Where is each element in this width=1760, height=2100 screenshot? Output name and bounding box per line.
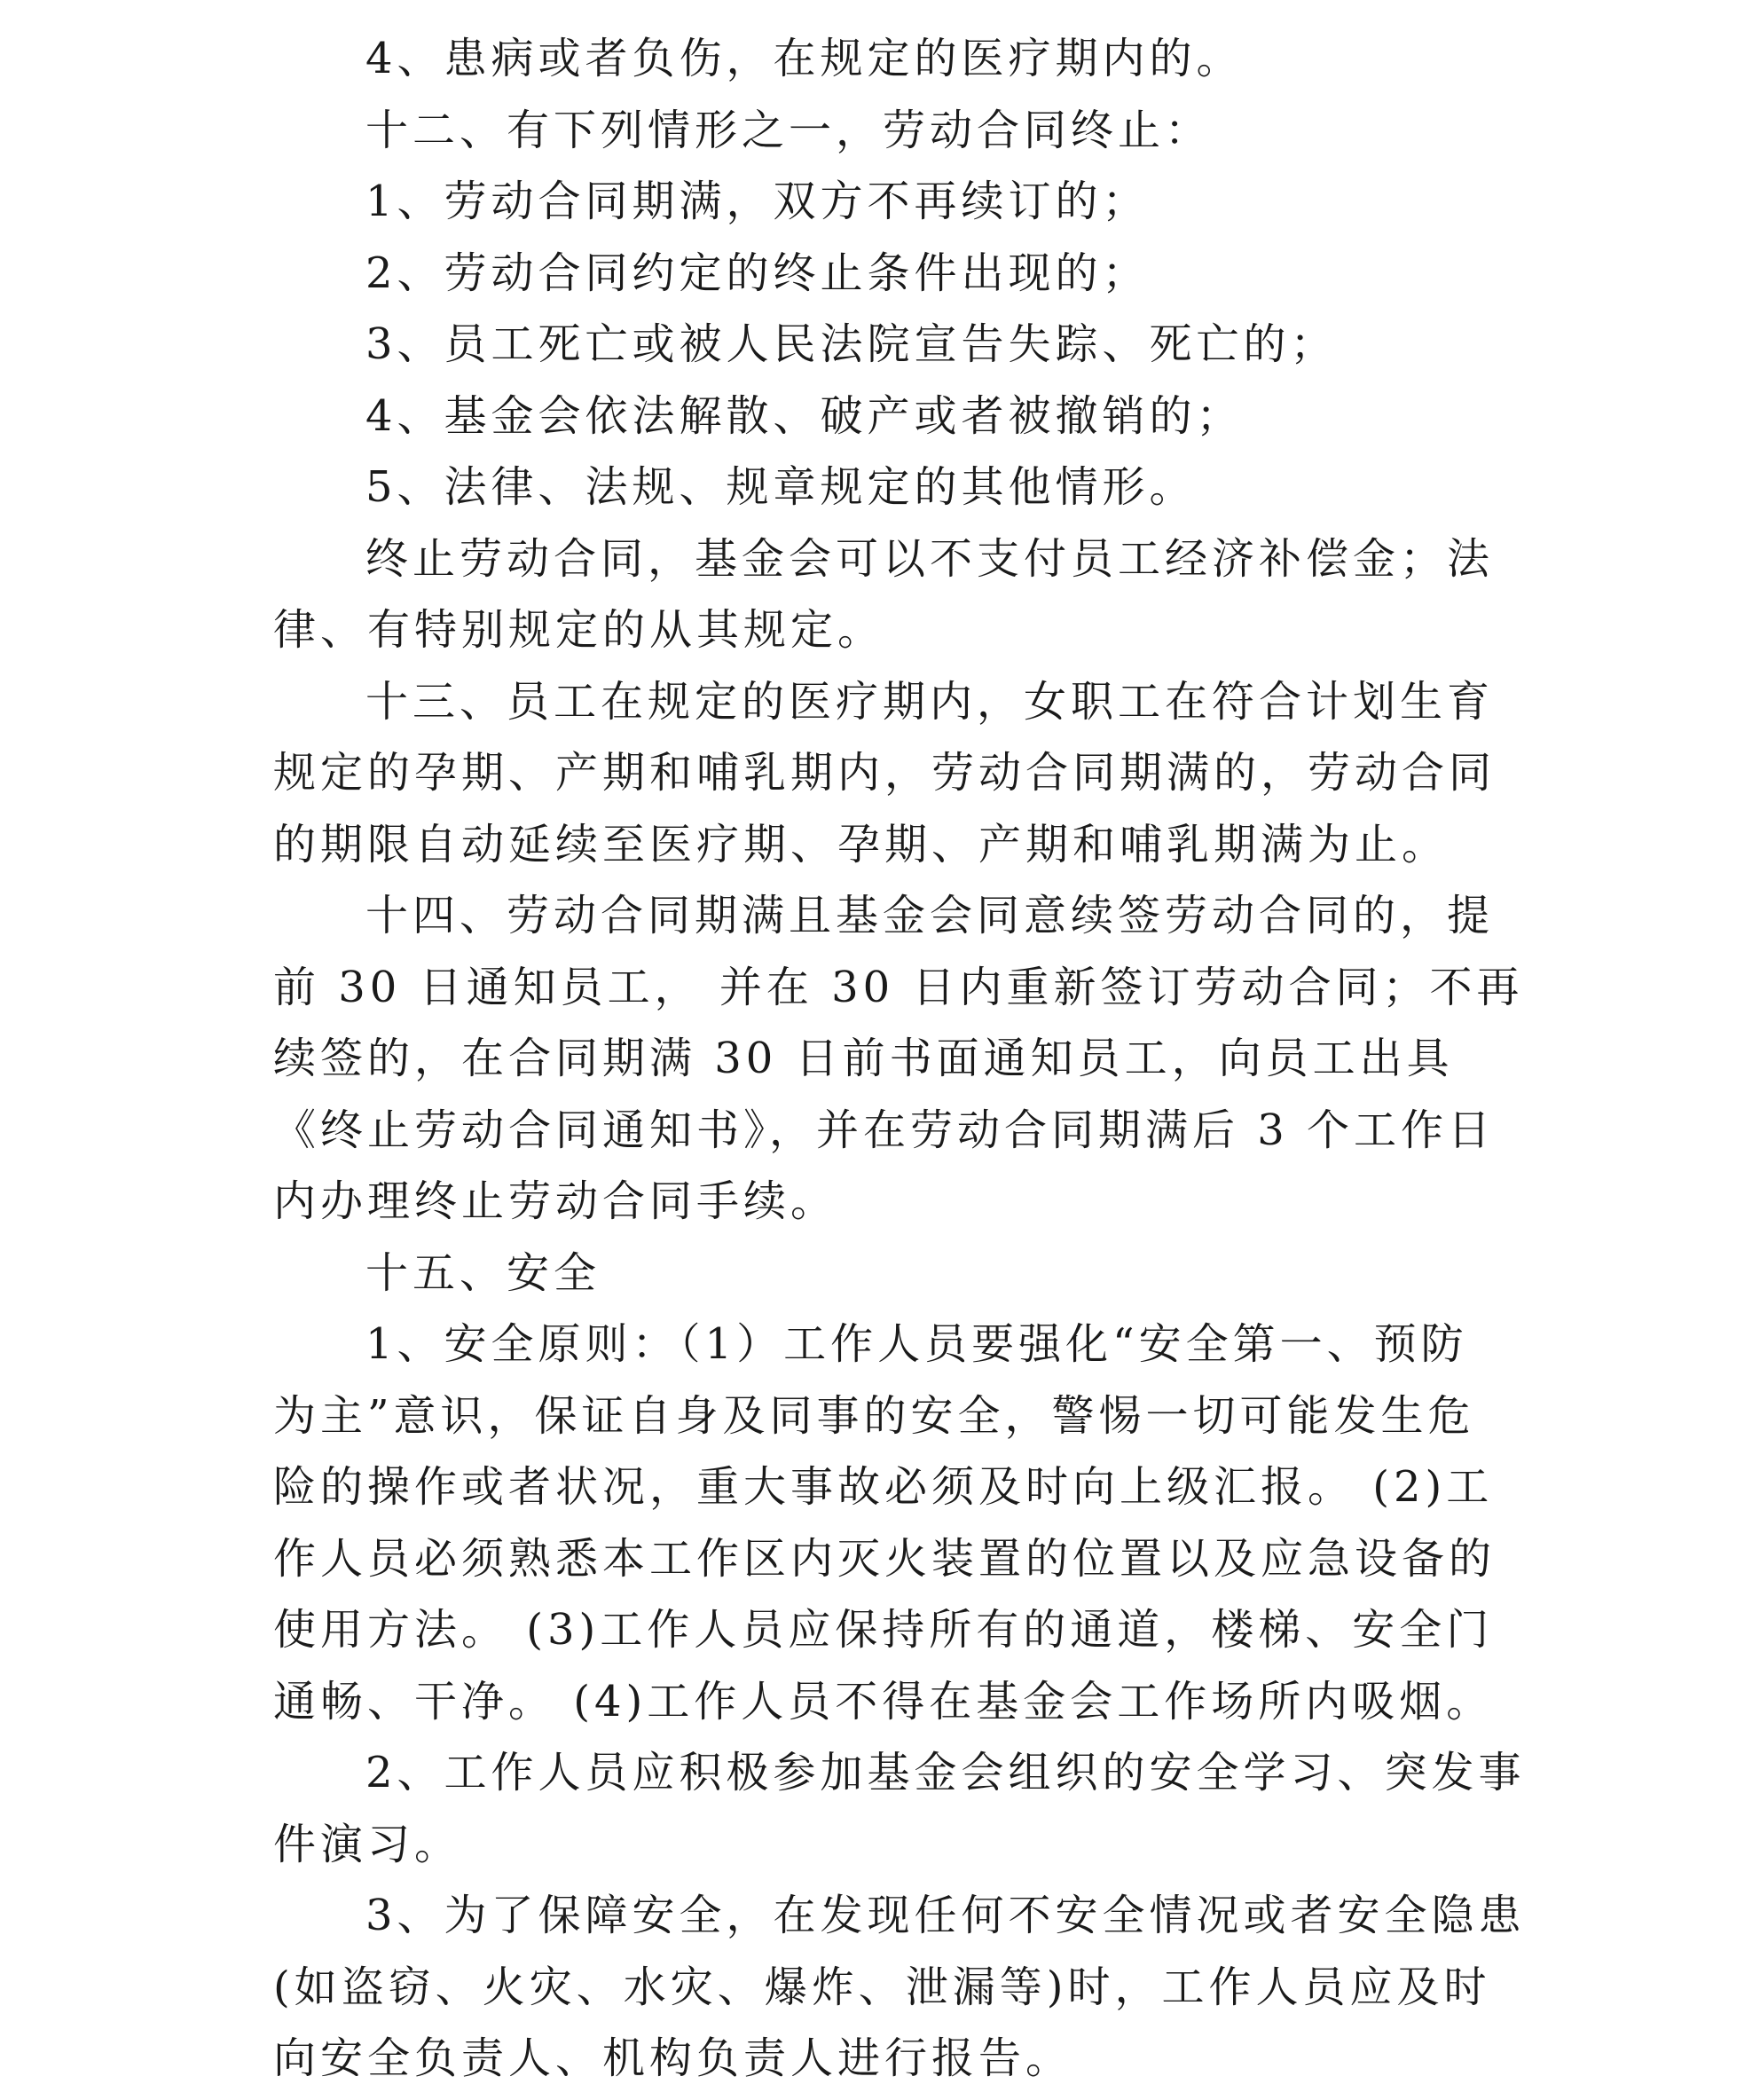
- paragraph-p12: [273, 1309, 1497, 1737]
- paragraph-p13: [273, 1737, 1526, 1880]
- text-line: (如盗窃、火灾、水灾、爆炸、泄漏等)时，工作人员应及时: [273, 1962, 1491, 2012]
- paragraph-p6: [273, 381, 1487, 452]
- paragraph-p2: [273, 95, 1487, 167]
- text-line: 内办理终止劳动合同手续。: [273, 1176, 838, 1226]
- text-line: 作人员必须熟悉本工作区内灭火装置的位置以及应急设备的: [273, 1533, 1497, 1584]
- text-line: 律、有特别规定的从其规定。: [273, 605, 885, 655]
- text-line: 3、员工死亡或被人民法院宣告失踪、死亡的；: [365, 319, 1338, 369]
- text-line: 件演习。: [273, 1819, 462, 1869]
- text-line: 前 30 日通知员工， 并在 30 日内重新签订劳动合同；不再: [273, 962, 1524, 1012]
- text-line: 4、患病或者负伤，在规定的医疗期内的。: [365, 34, 1244, 83]
- paragraph-p11: [273, 1238, 1487, 1310]
- text-line: 十二、有下列情形之一，劳动合同终止：: [365, 105, 1213, 155]
- text-line: 的期限自动延续至医疗期、孕期、产期和哺乳期满为止。: [273, 819, 1450, 869]
- paragraph-p1: [273, 23, 1487, 95]
- text-line: 2、工作人员应积极参加基金会组织的安全学习、突发事: [365, 1748, 1526, 1797]
- text-line: 险的操作或者状况，重大事故必须及时向上级汇报。 (2)工: [273, 1462, 1494, 1512]
- text-line: 2、劳动合同约定的终止条件出现的；: [365, 248, 1150, 298]
- text-line: 《终止劳动合同通知书》，并在劳动合同期满后 3 个工作日: [273, 1105, 1496, 1155]
- paragraph-p7: [273, 452, 1487, 523]
- paragraph-p9: [273, 666, 1497, 881]
- text-line: 十四、劳动合同期满且基金会同意续签劳动合同的，提: [365, 891, 1495, 940]
- document-body: [273, 23, 1526, 2095]
- text-line: 十五、安全: [365, 1247, 601, 1298]
- text-line: 3、为了保障安全，在发现任何不安全情况或者安全隐患: [365, 1891, 1526, 1940]
- paragraph-p8: [273, 523, 1495, 666]
- paragraph-p10: [273, 880, 1524, 1238]
- text-line: 为主”意识，保证自身及同事的安全，警惕一切可能发生危: [273, 1390, 1475, 1441]
- paragraph-p14: [273, 1880, 1526, 2095]
- text-line: 使用方法。 (3)工作人员应保持所有的通道，楼梯、安全门: [273, 1605, 1494, 1655]
- text-line: 终止劳动合同，基金会可以不支付员工经济补偿金；法: [365, 533, 1495, 584]
- text-line: 4、基金会依法解散、破产或者被撤销的；: [365, 390, 1244, 441]
- text-line: 1、安全原则：（1）工作人员要强化“安全第一、预防: [365, 1319, 1468, 1369]
- text-line: 1、劳动合同期满，双方不再续订的；: [365, 177, 1150, 226]
- text-line: 通畅、干净。 (4)工作人员不得在基金会工作场所内吸烟。: [273, 1676, 1494, 1726]
- paragraph-p3: [273, 166, 1487, 238]
- text-line: 规定的孕期、产期和哺乳期内，劳动合同期满的，劳动合同: [273, 748, 1497, 798]
- text-line: 5、法律、法规、规章规定的其他情形。: [365, 462, 1197, 512]
- text-line: 十三、员工在规定的医疗期内，女职工在符合计划生育: [365, 676, 1495, 727]
- text-line: 向安全负责人、机构负责人进行报告。: [273, 2033, 1073, 2083]
- paragraph-p5: [273, 309, 1487, 381]
- text-line: 续签的，在合同期满 30 日前书面通知员工，向员工出具: [273, 1034, 1454, 1083]
- paragraph-p4: [273, 238, 1487, 310]
